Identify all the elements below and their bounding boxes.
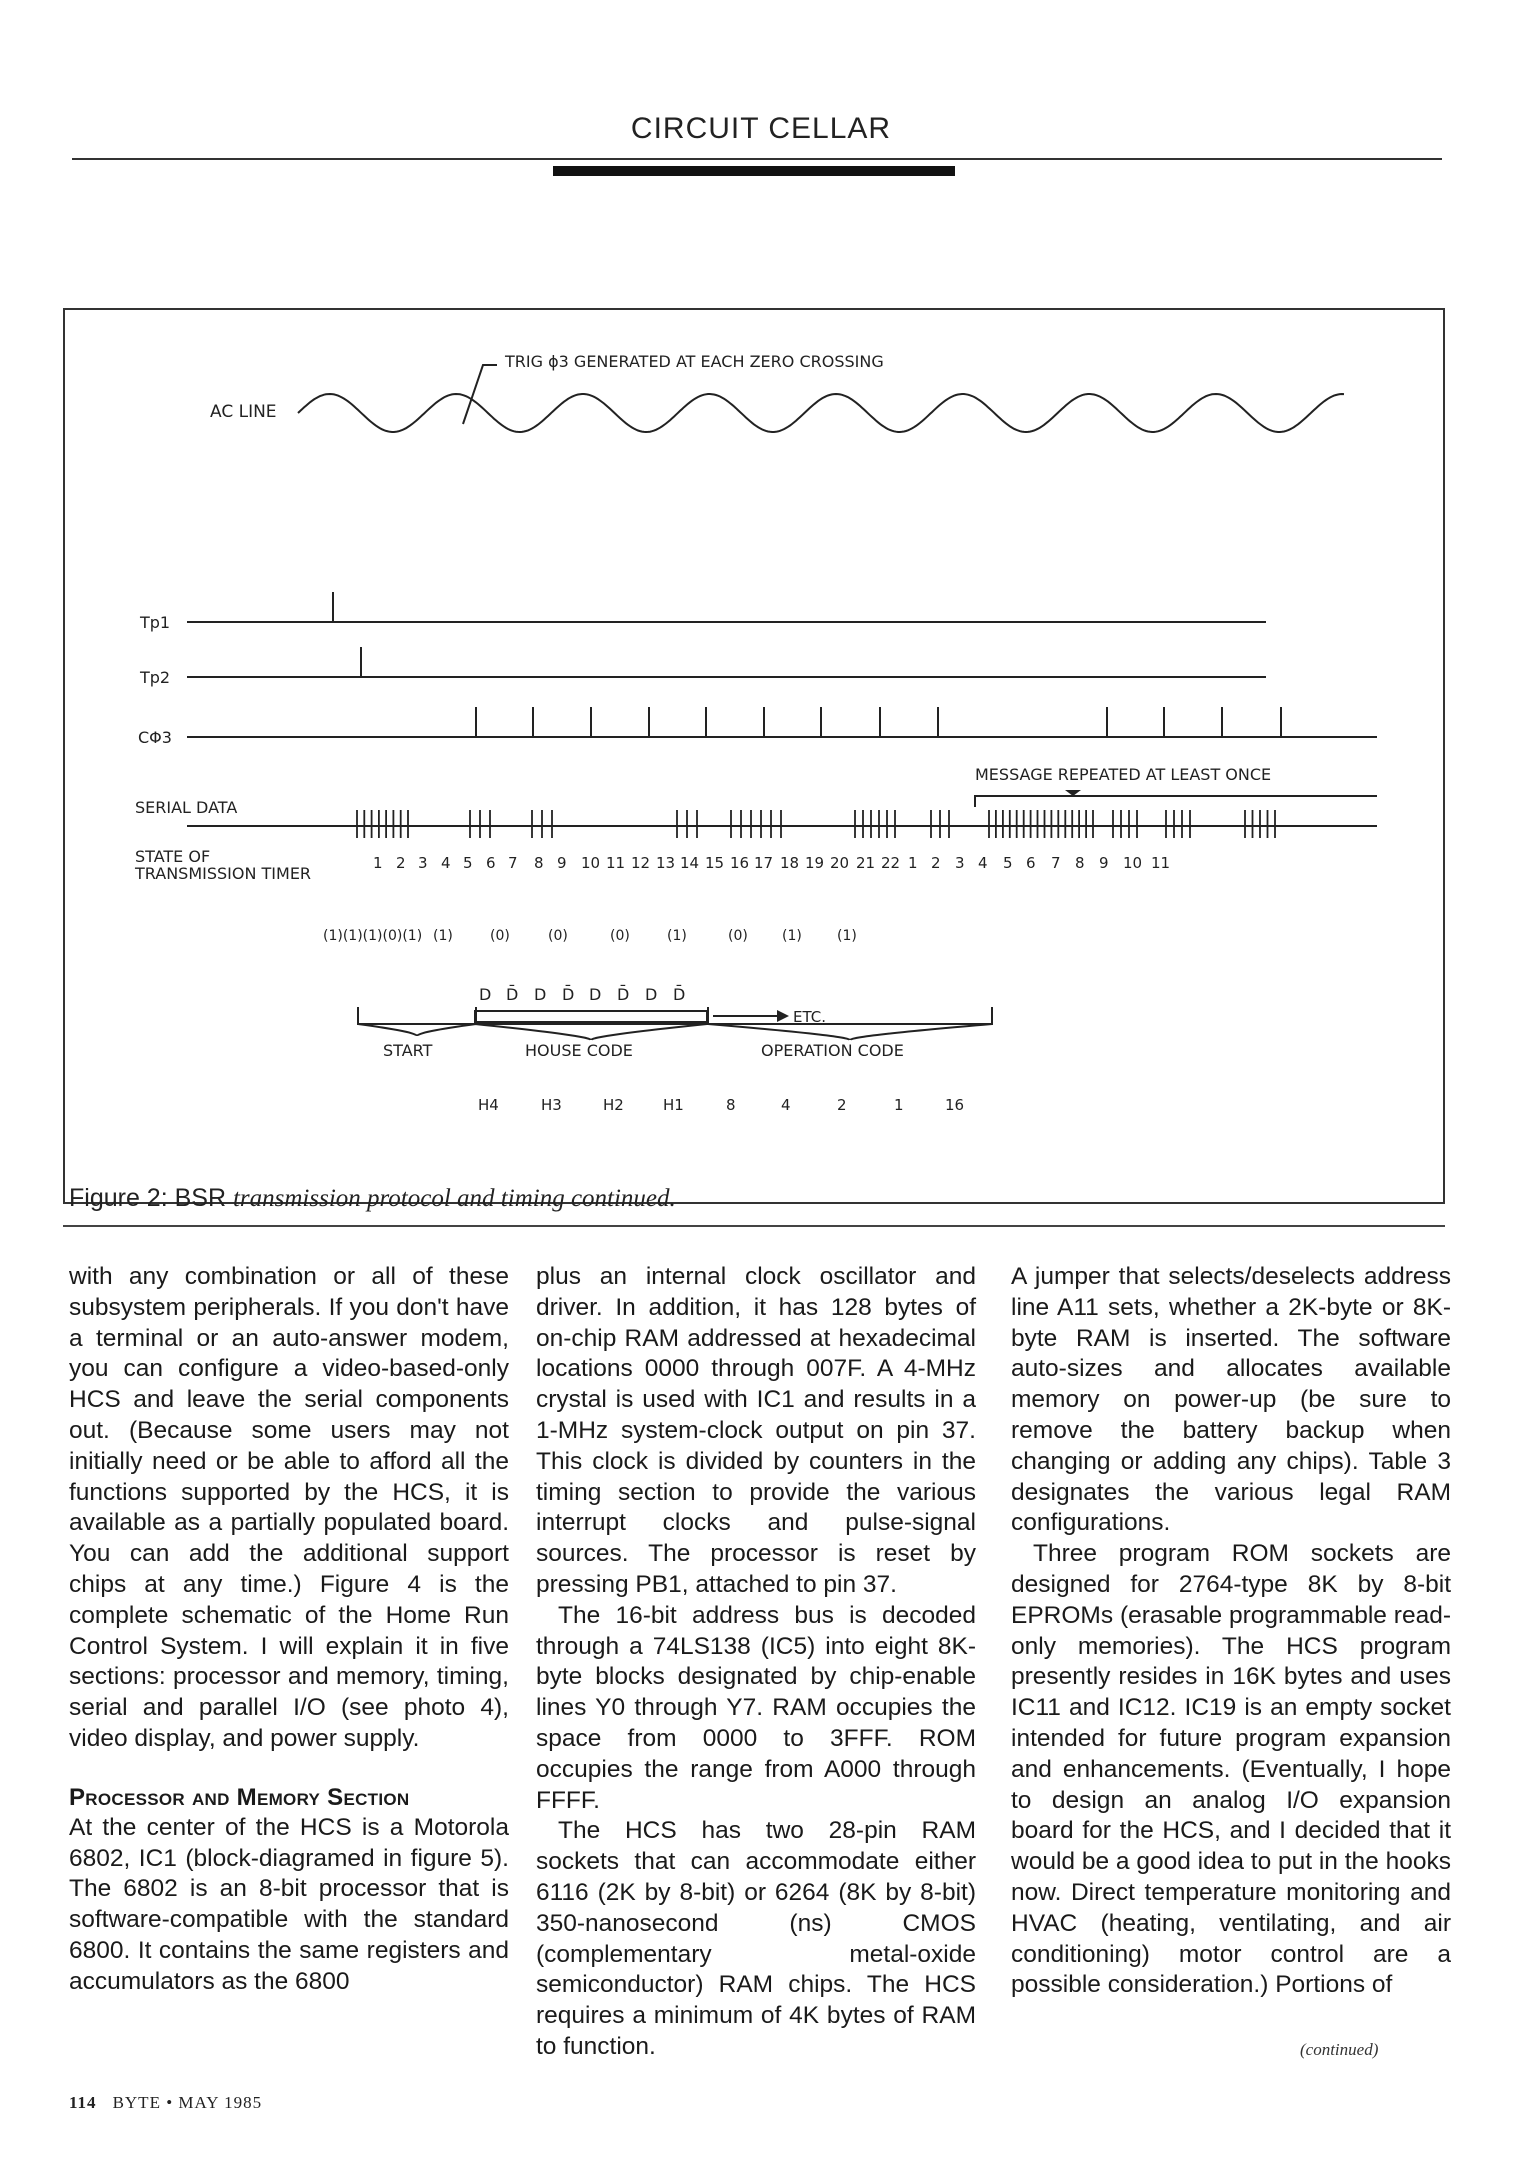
message-bracket bbox=[975, 796, 1377, 807]
timer-state: 5 bbox=[1003, 854, 1013, 872]
message-repeated-label: MESSAGE REPEATED AT LEAST ONCE bbox=[975, 765, 1272, 784]
serial-burst bbox=[1166, 810, 1190, 838]
bit-value: (0) bbox=[610, 928, 630, 944]
timer-state: 6 bbox=[1026, 854, 1036, 872]
bit-value: (1) bbox=[433, 928, 453, 944]
timer-state: 4 bbox=[978, 854, 988, 872]
timer-state: 14 bbox=[680, 854, 700, 872]
bit-weight: 16 bbox=[945, 1096, 965, 1114]
page-number: 114 bbox=[69, 2093, 97, 2112]
page-footer bbox=[69, 2093, 262, 2113]
timer-state: 5 bbox=[463, 854, 473, 872]
timer-state: 11 bbox=[606, 854, 626, 872]
timer-state: 2 bbox=[396, 854, 406, 872]
d-label: D bbox=[479, 985, 492, 1004]
timer-state: 16 bbox=[730, 854, 750, 872]
serial-burst bbox=[470, 810, 490, 838]
timer-state: 10 bbox=[581, 854, 601, 872]
d-label: D bbox=[645, 985, 658, 1004]
bit-value: (1) bbox=[667, 928, 687, 944]
bit-value: (0) bbox=[490, 928, 510, 944]
bit-value: (0) bbox=[548, 928, 568, 944]
bit-weight: 2 bbox=[837, 1096, 847, 1114]
house-code-label: HOUSE CODE bbox=[525, 1041, 633, 1060]
timer-states bbox=[373, 854, 1170, 872]
d-labels bbox=[479, 985, 685, 1004]
cphi3-label: CΦ3 bbox=[138, 728, 172, 747]
timer-state: 12 bbox=[631, 854, 651, 872]
caption-italic: transmission protocol and timing continued. bbox=[232, 1185, 676, 1212]
timer-state: 9 bbox=[557, 854, 567, 872]
header-rule bbox=[72, 158, 1442, 160]
col2-paragraph-3: The HCS has two 28-pin RAM sockets that can accommodate either 6116 (2K by 8-bit) or 6264 (8K by 8-bit) 350-nanosecond (ns) CMOS (complementary metal-oxide semiconductor) RAM chips. The HCS requires a minimum of 4K bytes of RAM to function. bbox=[536, 1817, 976, 2060]
col2-paragraph-1: plus an internal clock oscillator and driver. In addition, it has 128 bytes of on-chip RAM addressed at hexadecimal locations 0000 through 007F. A 4-MHz crystal is used with IC1 and results in a 1-MHz system-clock output on pin 37. This clock is divided by counters in the timing section to provide the various interrupt clocks and pulse-signal sources. The processor is reset by pressing PB1, attached to pin 37. bbox=[536, 1263, 976, 1598]
d-label: D̄ bbox=[562, 985, 575, 1004]
timer-state: 8 bbox=[534, 854, 544, 872]
bit-weights bbox=[478, 1096, 964, 1114]
bit-weight: 4 bbox=[781, 1096, 791, 1114]
op-code-brace bbox=[708, 1024, 992, 1040]
d-label: D̄ bbox=[506, 985, 519, 1004]
caption-prefix: Figure 2: BSR bbox=[69, 1184, 233, 1212]
col1-paragraph-1: with any combination or all of these subsystem peripherals. If you don't have a terminal or an auto-answer modem, you can configure a video-based-only HCS and leave the serial components out. (Because some users may not initially need or be able to afford all the functions supported by the HCS, it is available as a partially populated board. You can add the additional support chips at any time.) Figure 4 is the complete schematic of the Home Run Control System. I will explain it in five sections: processor and memory, timing, serial and parallel I/O (see photo 4), video display, and power supply. bbox=[69, 1263, 509, 1752]
magazine-issue: BYTE • MAY 1985 bbox=[112, 2093, 263, 2112]
timer-state: 3 bbox=[418, 854, 428, 872]
state-label-line2: TRANSMISSION TIMER bbox=[135, 864, 312, 883]
bit-value: (0) bbox=[728, 928, 748, 944]
operation-code-label: OPERATION CODE bbox=[761, 1041, 904, 1060]
bit-weight: H2 bbox=[603, 1096, 624, 1114]
d-label: D bbox=[589, 985, 602, 1004]
section-heading: Processor and Memory Section bbox=[69, 1783, 410, 1811]
serial-burst bbox=[677, 810, 697, 838]
timer-state: 4 bbox=[441, 854, 451, 872]
column-2 bbox=[536, 1262, 976, 2063]
ac-line-label: AC LINE bbox=[210, 402, 277, 422]
bit-value: (1) bbox=[837, 928, 857, 944]
timer-state: 7 bbox=[1051, 854, 1061, 872]
column-1 bbox=[69, 1262, 509, 1998]
d-label: D bbox=[534, 985, 547, 1004]
state-label-line1: STATE OF bbox=[135, 847, 211, 866]
tp2-label: Tp2 bbox=[140, 668, 171, 687]
cphi3-pulses bbox=[476, 707, 1281, 737]
serial-burst bbox=[989, 810, 1093, 838]
bit-value: (1) bbox=[782, 928, 802, 944]
timer-state: 21 bbox=[856, 854, 876, 872]
col1-paragraph-2: At the center of the HCS is a Motorola 6802, IC1 (block-diagramed in figure 5). The 6802 is an 8-bit processor that is software-compatible with the standard 6800. It contains the same registers and accumulators as the 6800 bbox=[69, 1813, 509, 1995]
bit-values bbox=[323, 928, 857, 944]
timer-state: 20 bbox=[830, 854, 850, 872]
timer-state: 8 bbox=[1075, 854, 1085, 872]
bit-weight: 8 bbox=[726, 1096, 736, 1114]
col3-paragraph-1: A jumper that selects/deselects address line A11 sets, whether a 2K-byte or 8K-byte RAM is inserted. The software auto-sizes and allocates available memory on power-up (be sure to remove the battery backup when changing or adding any chips). Table 3 designates the various legal RAM configurations. bbox=[1011, 1263, 1451, 1537]
col2-paragraph-2: The 16-bit address bus is decoded through a 74LS138 (IC5) into eight 8K-byte blocks designated by chip-enable lines Y0 through Y7. RAM occupies the space from 0000 to 3FFF. ROM occupies the range from A000 through FFFF. bbox=[536, 1601, 976, 1814]
serial-burst bbox=[731, 810, 781, 838]
serial-burst bbox=[1113, 810, 1137, 838]
timer-state: 17 bbox=[754, 854, 774, 872]
timer-state: 2 bbox=[931, 854, 941, 872]
trig-pointer bbox=[463, 365, 497, 424]
timer-state: 3 bbox=[955, 854, 965, 872]
etc-label: ETC. bbox=[793, 1008, 827, 1026]
continued-note: (continued) bbox=[1300, 2040, 1379, 2059]
etc-arrow-head bbox=[777, 1010, 789, 1022]
caption-rule bbox=[63, 1225, 1445, 1227]
d-label: D̄ bbox=[617, 985, 630, 1004]
start-label: START bbox=[383, 1041, 433, 1060]
timer-state: 13 bbox=[656, 854, 676, 872]
d-label: D̄ bbox=[673, 985, 686, 1004]
serial-data-bursts bbox=[357, 810, 1275, 838]
timer-state: 11 bbox=[1151, 854, 1171, 872]
ac-line-waveform bbox=[298, 394, 1344, 432]
trig-label: TRIG ɸ3 GENERATED AT EACH ZERO CROSSING bbox=[505, 352, 884, 371]
timer-state: 1 bbox=[373, 854, 383, 872]
serial-burst bbox=[855, 810, 895, 838]
serial-data-label: SERIAL DATA bbox=[135, 798, 238, 817]
serial-burst bbox=[357, 810, 408, 838]
figure-caption bbox=[69, 1184, 676, 1213]
running-header: CIRCUIT CELLAR bbox=[630, 112, 892, 145]
tp1-label: Tp1 bbox=[140, 613, 171, 632]
start-bracket bbox=[358, 1007, 476, 1024]
timer-state: 6 bbox=[486, 854, 496, 872]
column-3 bbox=[1011, 1262, 1451, 2001]
figure-2 bbox=[63, 308, 1445, 1204]
bit-value: (1)(1)(1)(0)(1) bbox=[323, 928, 423, 944]
serial-burst bbox=[1245, 810, 1275, 838]
timer-state: 19 bbox=[805, 854, 825, 872]
col3-paragraph-2: Three program ROM sockets are designed for 2764-type 8K by 8-bit EPROMs (erasable programmable read-only memories). The HCS program presently resides in 16K bytes and uses IC11 and IC12. IC19 is an empty socket intended for future program expansion and enhancements. (Eventually, I hope to design an analog I/O expansion board for the HCS, and I decided that it would be a good idea to put in the hooks now. Direct temperature monitoring and HVAC (heating, ventilating, and air conditioning) motor control are a possible consideration.) Portions of bbox=[1011, 1540, 1451, 1999]
serial-burst bbox=[931, 810, 949, 838]
house-code-brace bbox=[475, 1024, 707, 1040]
timer-state: 10 bbox=[1123, 854, 1143, 872]
timer-state: 18 bbox=[780, 854, 800, 872]
bit-weight: H1 bbox=[663, 1096, 684, 1114]
code-box bbox=[475, 1011, 707, 1022]
timer-state: 9 bbox=[1099, 854, 1109, 872]
start-brace bbox=[358, 1024, 476, 1036]
timing-diagram bbox=[65, 310, 1443, 1202]
bit-weight: 1 bbox=[894, 1096, 904, 1114]
bit-weight: H4 bbox=[478, 1096, 499, 1114]
serial-burst bbox=[532, 810, 552, 838]
timer-state: 7 bbox=[508, 854, 518, 872]
header-bar bbox=[553, 166, 955, 176]
bit-weight: H3 bbox=[541, 1096, 562, 1114]
timer-state: 15 bbox=[705, 854, 725, 872]
timer-state: 1 bbox=[908, 854, 918, 872]
timer-state: 22 bbox=[881, 854, 901, 872]
